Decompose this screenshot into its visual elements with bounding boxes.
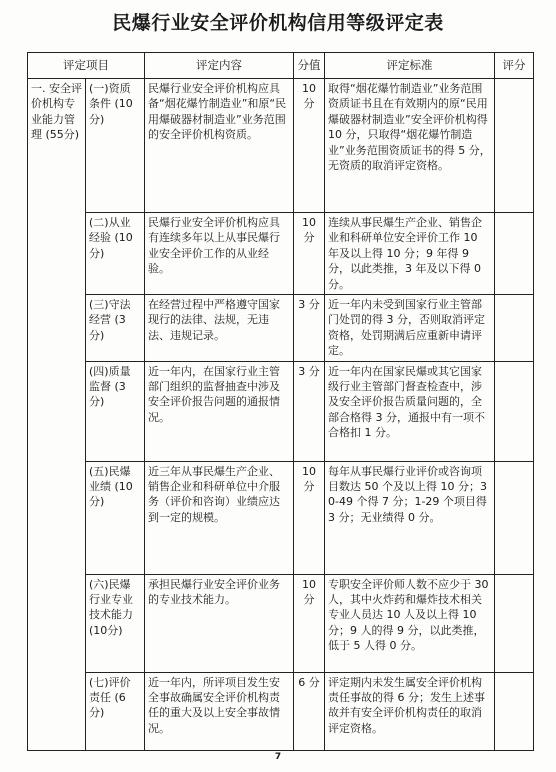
table-row [28, 461, 534, 574]
grade-cell[interactable] [495, 295, 534, 362]
score-cell: 6 分 [294, 672, 325, 750]
content-cell: 近三年从事民爆生产企业、销售企业和科研单位中介服务（评价和咨询）业绩应达到一定的规模。 [145, 461, 294, 574]
sub-item: (一)资质条件 (10分) [86, 79, 145, 213]
grade-cell[interactable] [495, 361, 534, 461]
header-content: 评定内容 [145, 53, 294, 79]
content-cell: 近一年内，所评项目发生安全事故确属安全评价机构责任的重大及以上安全事故情况。 [145, 672, 294, 750]
header-grade: 评分 [495, 53, 534, 79]
sub-item: (四)质量监督 (3分) [86, 361, 145, 461]
sub-item: (七)评价责任 (6分) [86, 672, 145, 750]
table-row [28, 361, 534, 461]
grade-cell[interactable] [495, 672, 534, 750]
grade-cell[interactable] [495, 213, 534, 295]
standard-cell: 专职安全评价师人数不应少于 30 人，其中火炸药和爆炸技术相关专业人员达 10 人及以上得 10 分；9 人的得 9 分，以此类推，低于 5 人得 0 分。 [325, 574, 495, 672]
content-cell: 承担民爆行业安全评价业务的专业技术能力。 [145, 574, 294, 672]
table-row [28, 672, 534, 750]
score-cell: 3 分 [294, 361, 325, 461]
score-cell: 10 分 [294, 213, 325, 295]
sub-item: (二)从业经验 (10分) [86, 213, 145, 295]
rating-table [27, 52, 534, 751]
standard-cell: 评定期内未发生属安全评价机构责任事故的得 6 分；发生上述事故并有安全评价机构责任的取消评定资格。 [325, 672, 495, 750]
table-row [28, 213, 534, 295]
grade-cell[interactable] [495, 79, 534, 213]
sub-item: (三)守法经营 (3分) [86, 295, 145, 362]
sub-item: (六)民爆行业专业技术能力 (10分) [86, 574, 145, 672]
score-cell: 10 分 [294, 461, 325, 574]
category-cell: 一. 安全评价机构专业能力管理 (55分) [28, 79, 86, 751]
content-cell: 近一年内，在国家行业主管部门组织的监督抽查中涉及安全评价报告问题的通报情况。 [145, 361, 294, 461]
score-cell: 10 分 [294, 574, 325, 672]
table-header-row [28, 53, 534, 79]
standard-cell: 近一年内在国家民爆或其它国家级行业主管部门督查检查中，涉及安全评价报告质量问题的，全部合格得 3 分，通报中有一项不合格扣 1 分。 [325, 361, 495, 461]
standard-cell: 每年从事民爆行业评价或咨询项目数达 50 个及以上得 10 分；30-49 个得 7 分；1-29 个项目得 3 分；无业绩得 0 分。 [325, 461, 495, 574]
standard-cell: 近一年内未受到国家行业主管部门处罚的得 3 分，否则取消评定资格，处罚期满后应重新申请评定。 [325, 295, 495, 362]
content-cell: 在经营过程中严格遵守国家现行的法律、法规，无违法、违规记录。 [145, 295, 294, 362]
content-cell: 民爆行业安全评价机构应具备“烟花爆竹制造业”和原“民用爆破器材制造业”业务范围的安全评价机构资质。 [145, 79, 294, 213]
sub-item: (五)民爆业绩 (10分) [86, 461, 145, 574]
header-score: 分值 [294, 53, 325, 79]
page-title: 民爆行业安全评价机构信用等级评定表 [112, 12, 444, 34]
page-number: 7 [274, 752, 282, 762]
content-cell: 民爆行业安全评价机构应具有连续多年以上从事民爆行业安全评价工作的从业经验。 [145, 213, 294, 295]
score-cell: 3 分 [294, 295, 325, 362]
standard-cell: 连续从事民爆生产企业、销售企业和科研单位安全评价工作 10 年及以上得 10 分；9 年得 9 分，以此类推，3 年及以下得 0 分。 [325, 213, 495, 295]
table-row [28, 574, 534, 672]
table-row [28, 295, 534, 362]
table-row [28, 79, 534, 213]
grade-cell[interactable] [495, 574, 534, 672]
header-item: 评定项目 [28, 53, 145, 79]
score-cell: 10 分 [294, 79, 325, 213]
grade-cell[interactable] [495, 461, 534, 574]
standard-cell: 取得“烟花爆竹制造业”业务范围资质证书且在有效期内的原“民用爆破器材制造业”安全评价机构得 10 分，只取得“烟花爆竹制造业”业务范围资质证书的得 5 分，无资质的取消评定资格。 [325, 79, 495, 213]
header-standard: 评定标准 [325, 53, 495, 79]
